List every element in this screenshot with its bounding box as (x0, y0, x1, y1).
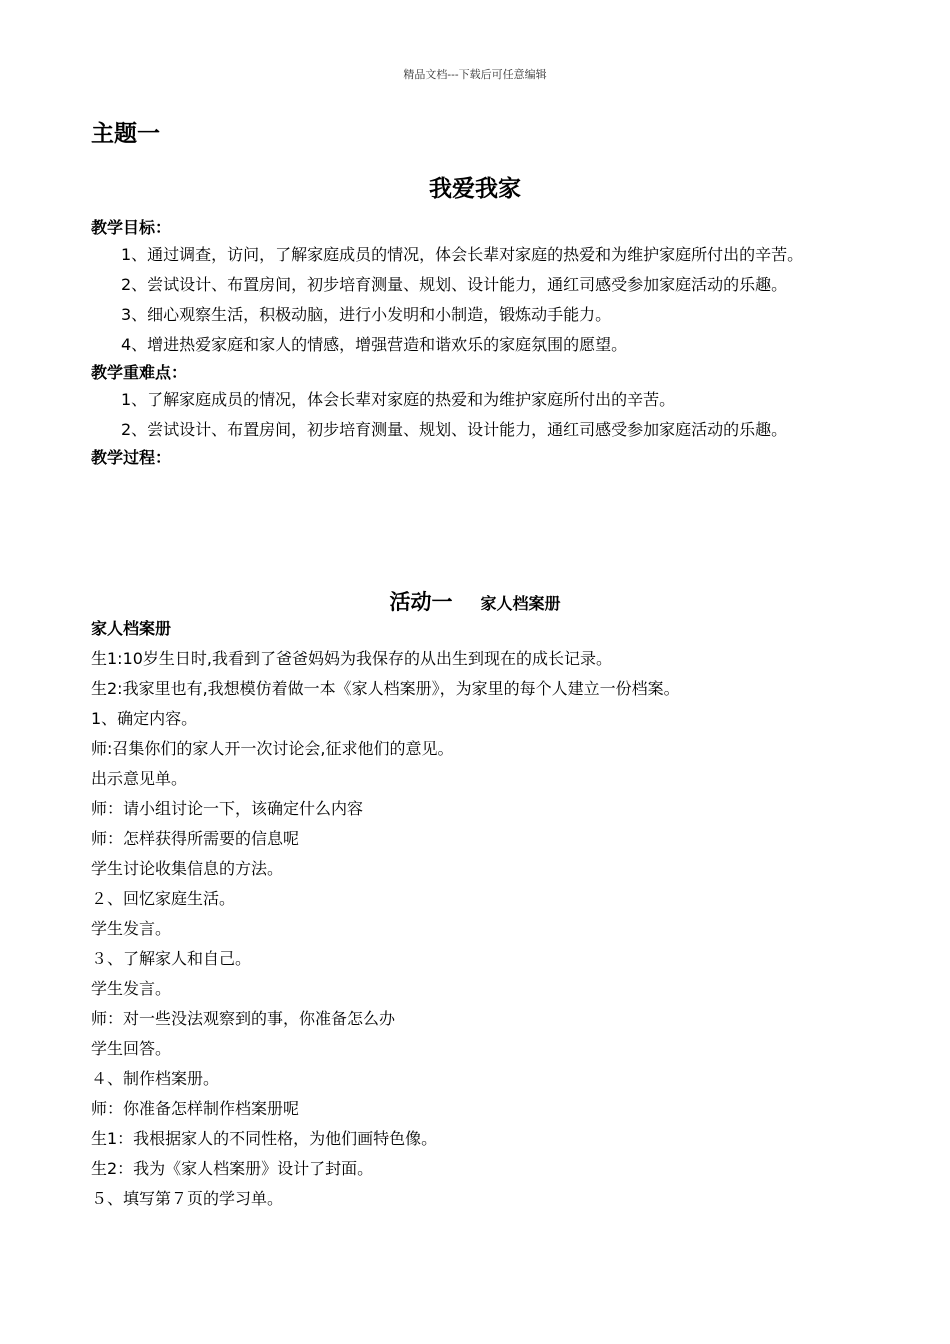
theme-heading: 主题一 (91, 121, 160, 147)
process-line: 生2:我家里也有,我想模仿着做一本《家人档案册》，为家里的每个人建立一份档案。 (91, 679, 680, 698)
process-line: 学生回答。 (91, 1039, 172, 1058)
document-title: 我爱我家 (429, 176, 521, 202)
objective-item: 1、通过调查，访问，了解家庭成员的情况，体会长辈对家庭的热爱和为维护家庭所付出的辛苦。 (121, 245, 804, 264)
activity-label: 活动一 (389, 590, 453, 614)
process-line: ２、回忆家庭生活。 (91, 889, 236, 908)
process-line: 师：怎样获得所需要的信息呢 (91, 829, 300, 848)
process-line: 师：你准备怎样制作档案册呢 (91, 1099, 300, 1118)
objective-item: 2、尝试设计、布置房间，初步培育测量、规划、设计能力，通红司感受参加家庭活动的乐趣。 (121, 275, 788, 294)
objective-item: 3、细心观察生活，积极动脑，进行小发明和小制造，锻炼动手能力。 (121, 305, 612, 324)
section-heading: 家人档案册 (91, 619, 172, 638)
process-line: 学生发言。 (91, 979, 172, 998)
process-line: 学生讨论收集信息的方法。 (91, 859, 284, 878)
process-heading: 教学过程： (91, 448, 172, 467)
process-line: ４、制作档案册。 (91, 1069, 220, 1088)
process-line: 1、确定内容。 (91, 709, 198, 728)
keypoint-item: 1、了解家庭成员的情况，体会长辈对家庭的热爱和为维护家庭所付出的辛苦。 (121, 390, 676, 409)
objectives-heading: 教学目标： (91, 218, 172, 237)
activity-title (0, 586, 950, 616)
process-line: 师:召集你们的家人开一次讨论会,征求他们的意见。 (91, 739, 454, 758)
process-line: 师：对一些没法观察到的事，你准备怎么办 (91, 1009, 396, 1028)
keypoints-heading: 教学重难点： (91, 363, 188, 382)
process-line: ５、填写第７页的学习单。 (91, 1189, 284, 1208)
activity-process (91, 618, 871, 1214)
page-header: 精品文档---下载后可任意编辑 (403, 68, 547, 81)
process-line: 生1:10岁生日时,我看到了爸爸妈妈为我保存的从出生到现在的成长记录。 (91, 649, 613, 668)
lesson-overview (91, 215, 861, 472)
objective-item: 4、增进热爱家庭和家人的情感，增强营造和谐欢乐的家庭氛围的愿望。 (121, 335, 628, 354)
process-line: 师：请小组讨论一下，该确定什么内容 (91, 799, 364, 818)
process-line: ３、了解家人和自己。 (91, 949, 252, 968)
process-line: 生2：我为《家人档案册》设计了封面。 (91, 1159, 374, 1178)
keypoint-item: 2、尝试设计、布置房间，初步培育测量、规划、设计能力，通红司感受参加家庭活动的乐趣。 (121, 420, 788, 439)
activity-name: 家人档案册 (480, 594, 561, 613)
process-line: 出示意见单。 (91, 769, 188, 788)
process-line: 生1：我根据家人的不同性格，为他们画特色像。 (91, 1129, 438, 1148)
process-line: 学生发言。 (91, 919, 172, 938)
